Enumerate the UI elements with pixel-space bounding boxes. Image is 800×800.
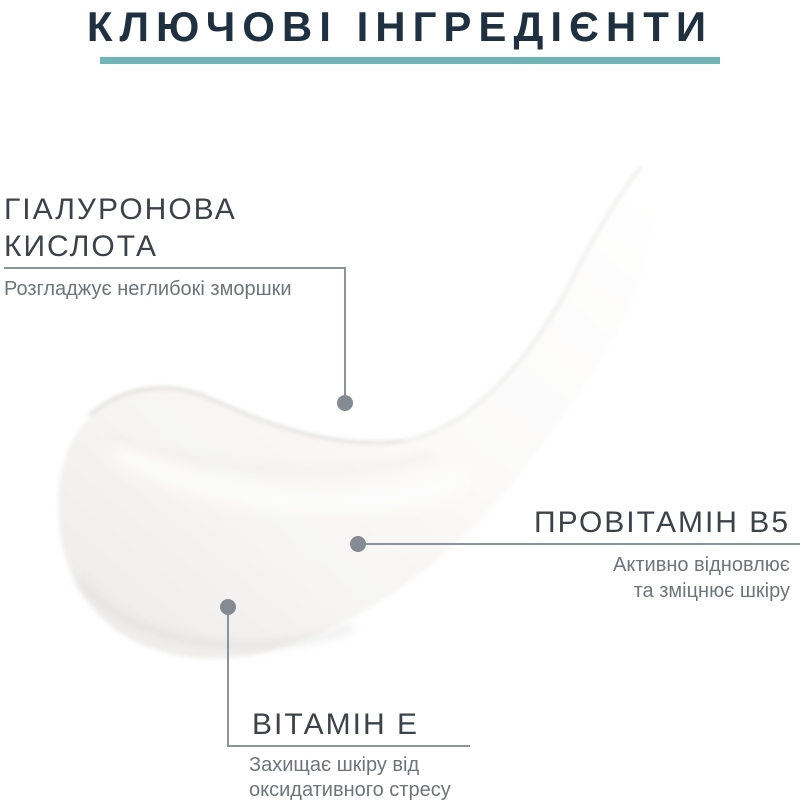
ingredient-name-line2: КИСЛОТА	[4, 230, 159, 263]
callout-dot-hyaluronic	[337, 395, 353, 411]
ingredient-description-line1: Захищає шкіру від	[249, 754, 420, 776]
ingredient-description-line1: Активно відновлює	[613, 554, 790, 576]
ingredient-description-vitamin-e	[249, 753, 451, 800]
ingredient-name-provitamin-b5: ПРОВІТАМІН В5	[534, 506, 790, 539]
ingredient-description-line2: та зміцнює шкіру	[633, 580, 790, 602]
page-title: КЛЮЧОВІ ІНГРЕДІЄНТИ	[86, 3, 714, 50]
callout-dot-provitamin-b5	[350, 536, 366, 552]
title-accent-bar	[100, 57, 720, 64]
ingredient-name-vitamin-e: ВІТАМІН Е	[252, 708, 420, 741]
callout-dot-vitamin-e	[220, 599, 236, 615]
ingredient-name-line1: ГІАЛУРОНОВА	[4, 193, 237, 226]
ingredient-name-hyaluronic	[4, 191, 237, 265]
ingredient-description-provitamin-b5	[613, 552, 790, 604]
ingredient-description-hyaluronic: Розгладжує неглибокі зморшки	[4, 278, 292, 300]
ingredient-description-line2: оксидативного стресу	[249, 779, 451, 800]
